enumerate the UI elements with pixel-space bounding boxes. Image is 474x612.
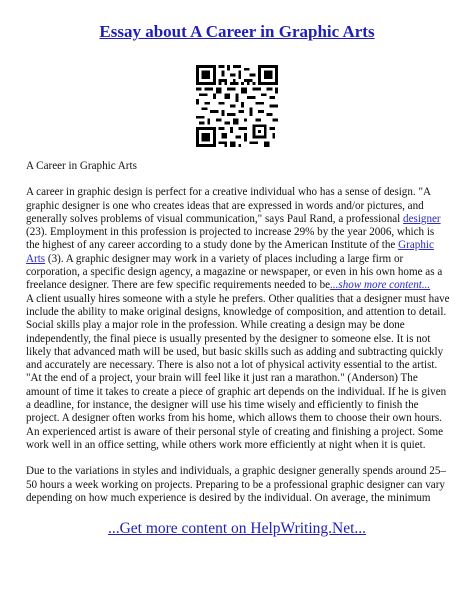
paragraph-1 xyxy=(26,186,450,452)
essay-heading: A Career in Graphic Arts xyxy=(26,160,137,172)
essay-body xyxy=(26,160,450,518)
paragraph-text: (23). Employment in this profession is projected to increase 29% by the year 2006, which is the highest of any career according to a study done by the American Institute of the xyxy=(26,226,435,252)
paragraph-text: (3). A graphic designer may work in a variety of places including a large firm or corporation, a specific design agency, a magazine or newspaper, or even in his own home as a freelance designer. There are few specific requirements needed to be xyxy=(26,252,443,292)
get-more-content-link[interactable]: ...Get more content on HelpWriting.Net... xyxy=(107,520,367,537)
paragraph-2: Due to the variations in styles and individuals, a graphic designer generally spends around 25–50 hours a week working on projects. Preparing to be a professional graphic designer can vary depending on how much experience is desired by the individual. On average, the minimum xyxy=(26,465,446,504)
show-more-link[interactable]: ...show more content... xyxy=(330,279,431,292)
paragraph-text: A client usually hires someone with a style he prefers. Other qualities that a designer must have include the ability to make original designs, knowledge of composition, and attention to detail. Social skills play a major role in the profession. While creating a design may be done independently, the final piece is usually presented by the designer to someone else. It is not likely that advanced math will be used, but basic skills such as adding and subtracting quickly and accurately are necessary. There is also not a lot of physical activity essential to the artist. "At the end of a project, your brain will feel like it just ran a marathon." (Anderson) The amount of time it takes to create a piece of graphic art depends on the individual. If he is given a deadline, for instance, the designer will use his time wisely and efficiently to finish the project. A designer often works from his home, which allows them to choose their own hours. An experienced artist is aware of their personal style of creating and finishing a project. Some work well in an office setting, while others work more efficiently at night when it is quiet. xyxy=(26,292,450,451)
essay-title[interactable]: Essay about A Career in Graphic Arts xyxy=(99,22,375,41)
link-designer[interactable]: designer xyxy=(403,212,441,225)
qr-code-icon xyxy=(196,65,278,147)
link-arts[interactable]: Arts xyxy=(26,252,46,265)
paragraph-text: A career in graphic design is perfect for a creative individual who has a sense of design. "A graphic designer is one who creates ideas that are expressed in words and/or pictures, and generally solves problems of visual communication," says Paul Rand, a professional xyxy=(26,186,431,225)
link-graphic[interactable]: Graphic xyxy=(398,239,434,252)
